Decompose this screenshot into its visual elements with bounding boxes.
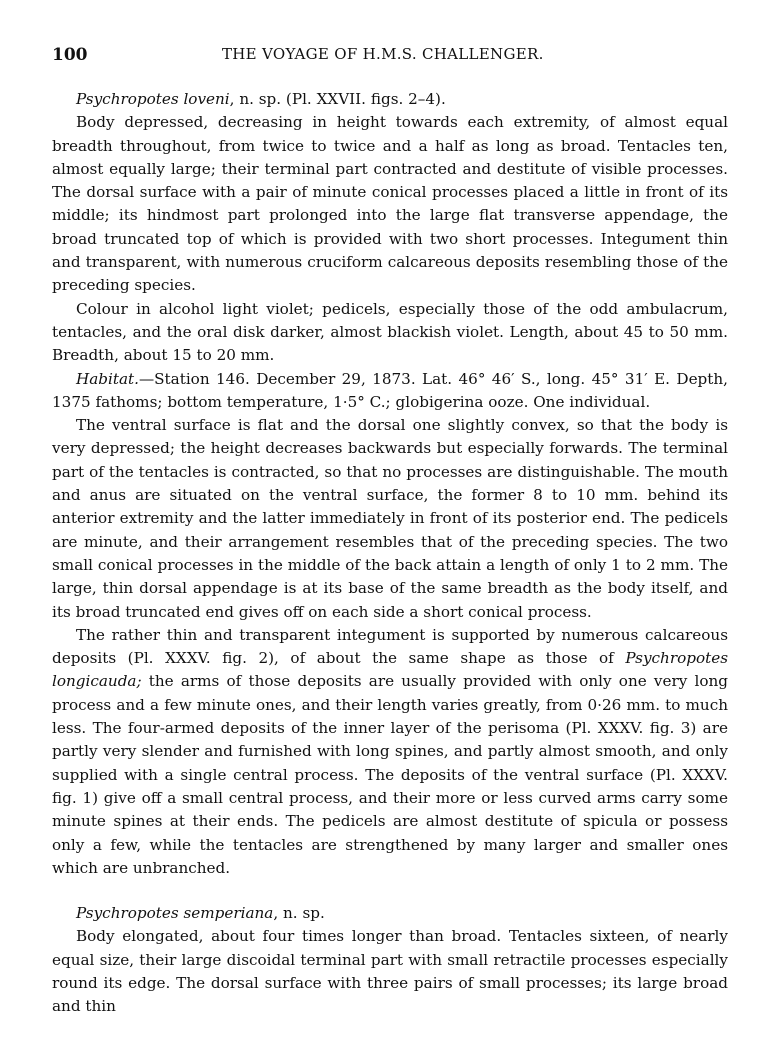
habitat-label: Habitat. [76,369,139,388]
page-body [52,88,728,1019]
paragraph-ventral-surface: The ventral surface is flat and the dorsal one slightly convex, so that the body is very depressed; the height decreases backwards but especially forwards. The terminal part of the tentacles is contracted, so that no processes are distinguishable. The mouth and anus are situated on the ventral surface, the former 8 to 10 mm. behind its anterior extremity and the latter immediately in front of its posterior end. The pedicels are minute, and their arrangement resembles that of the preceding species. The two small conical processes in the middle of the back attain a length of only 1 to 2 mm. The large, thin dorsal appendage is at its base of the same breadth as the body itself, and its broad truncated end gives off on each side a short conical process. [52,416,728,621]
integument-text-a: The rather thin and transparent integument is supported by numerous calcareous deposits (Pl. XXXV. fig. 2), of about the same shape as those of [52,625,728,668]
page-number: 100 [52,45,88,65]
species-suffix-loveni: , n. sp. (Pl. XXVII. figs. 2–4). [229,90,446,108]
page-header [52,45,728,69]
paragraph-integument [52,624,728,880]
species-name-semperiana: Psychropotes semperiana [76,904,274,923]
species-suffix-semperiana: , n. sp. [273,904,325,923]
integument-species-ref: Psychropotes longicauda; [52,649,728,691]
species-name-loveni: Psychropotes loveni [76,90,230,108]
species-heading-loveni [52,88,728,111]
integument-text-b: the arms of those deposits are usually provided with only one very long process and a few minute ones, and their length varies greatly, from 0·26 mm. to much less. The four-armed deposits of the inner layer of the perisoma (Pl. XXXV. fig. 3) are partly very slender and furnished with long spines, and partly almost smooth, and only supplied with a single central process. The deposits of the ventral surface (Pl. XXXV. fig. 1) give off a small central process, and their more or less curved arms carry some minute spines at their ends. The pedicels are almost destitute of spicula or possess only a few, while the tentacles are strengthened by many larger and smaller ones which are unbranched. [52,672,728,877]
habitat-text: —Station 146. December 29, 1873. Lat. 46° 46′ S., long. 45° 31′ E. Depth, 1375 fathoms; bottom temperature, 1·5° C.; globigerina ooze. One individual. [52,369,728,411]
section-gap [52,880,728,902]
paragraph-colour-loveni: Colour in alcohol light violet; pedicels, especially those of the odd ambulacrum, tentacles, and the oral disk darker, almost blackish violet. Length, about 45 to 50 mm. Breadth, about 15 to 20 mm. [52,299,728,365]
species-heading-semperiana [52,902,728,925]
running-title: THE VOYAGE OF H.M.S. CHALLENGER. [222,45,544,63]
paragraph-habitat-loveni [52,368,728,415]
paragraph-description-loveni: Body depressed, decreasing in height towards each extremity, of almost equal breadth throughout, from twice to twice and a half as long as broad. Tentacles ten, almost equally large; their terminal part contracted and destitute of visible processes. The dorsal surface with a pair of minute conical processes placed a little in front of its middle; its hindmost part prolonged into the large flat transverse appendage, the broad truncated top of which is provided with two short processes. Integument thin and transparent, with numerous cruciform calcareous deposits resembling those of the preceding species. [52,113,728,295]
paragraph-description-semperiana: Body elongated, about four times longer than broad. Tentacles sixteen, of nearly equal size, their large discoidal terminal part with small retractile processes especially round its edge. The dorsal surface with three pairs of small processes; its large broad and thin [52,927,728,1016]
